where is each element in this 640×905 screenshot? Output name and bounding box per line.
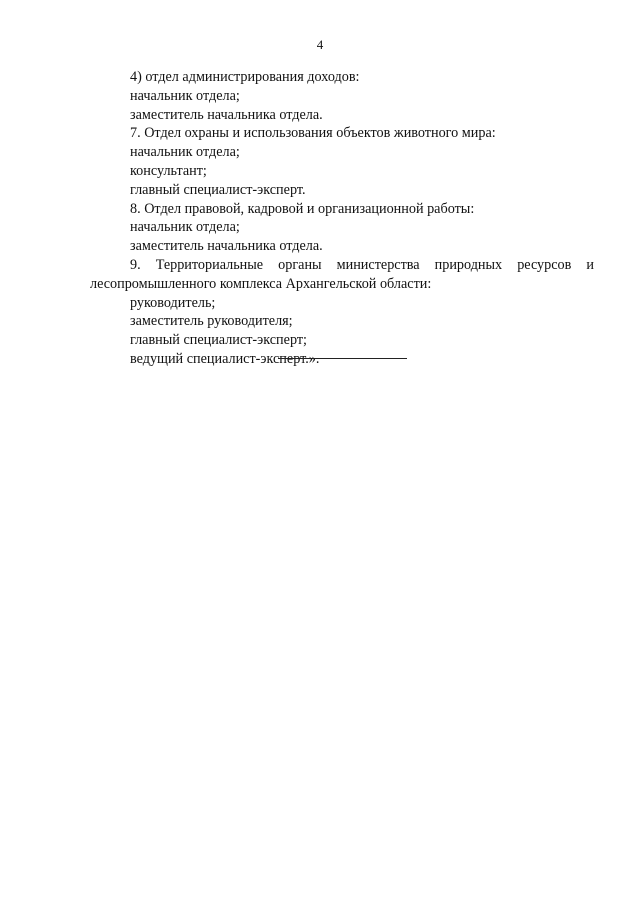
section-heading: 7. Отдел охраны и использования объектов животного мира: (130, 125, 496, 142)
list-item: начальник отдела; (130, 144, 240, 161)
list-item: главный специалист-эксперт; (130, 332, 307, 349)
list-item: консультант; (130, 162, 207, 179)
section-heading-9: 9. Территориальные органы министерства природных ресурсов и лесопромышленного комплекса Архангельской области: (90, 256, 594, 292)
list-item: начальник отдела; (130, 87, 240, 104)
list-item: 4) отдел администрирования доходов: (130, 69, 360, 85)
page-number: 4 (316, 37, 324, 52)
list-item: главный специалист-эксперт. (130, 181, 306, 198)
section-heading: 8. Отдел правовой, кадровой и организационной работы: (130, 200, 475, 217)
document-body (90, 68, 594, 369)
list-item: заместитель начальника отдела. (130, 106, 323, 123)
end-separator-line (278, 358, 407, 359)
list-item: заместитель руководителя; (130, 313, 293, 330)
list-item: начальник отдела; (130, 219, 240, 236)
list-item: ведущий специалист-эксперт.». (130, 350, 320, 367)
list-item: руководитель; (130, 294, 216, 311)
list-item: заместитель начальника отдела. (130, 238, 323, 255)
